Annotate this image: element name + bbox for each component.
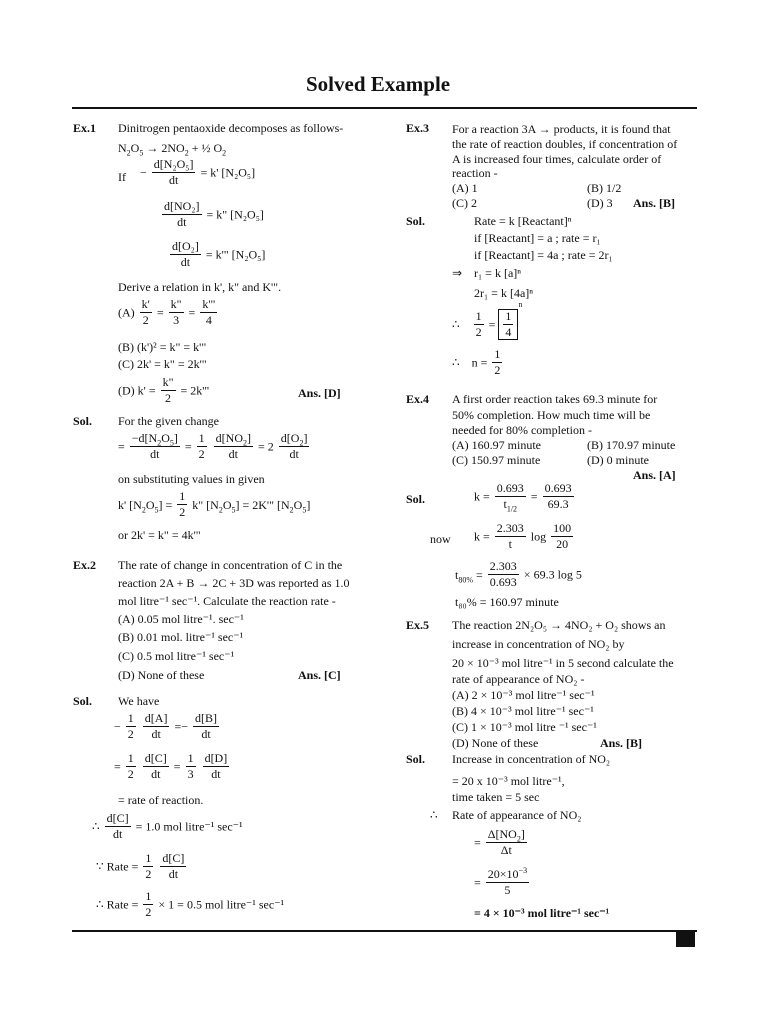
sol2-rate-eq1: − $\frac{1}{2}$ $\frac{d[A]}{dt}$ =− $\frac{d[B]}{dt}$	[114, 711, 217, 741]
ex1-rate1-rhs: = k' [N₂O₅]	[200, 165, 256, 180]
ex3-label: Ex.3	[406, 121, 430, 135]
sol5-final: = 4 × 10⁻³ mol litre⁻¹ sec⁻¹	[474, 906, 610, 920]
ex4-option-d: (D) 0 minute	[587, 453, 649, 467]
sol4-final: t₈₀% = 160.97 minute	[455, 595, 559, 609]
ex3-option-c: (C) 2	[452, 196, 477, 210]
ex1-rate1-den: dt	[168, 173, 179, 187]
ex2-option-d: (D) None of these	[118, 668, 205, 682]
ex5-option-d: (D) None of these	[452, 736, 539, 750]
ex1-rate3-num: d[O₂]	[172, 239, 199, 253]
sol2-rate-formula: ∵ Rate = $\frac{1}{2}$ $\frac{d[C]}{dt}$	[96, 851, 185, 881]
ex1-if: If	[118, 170, 126, 184]
ex3-option-a: (A) 1	[452, 181, 478, 195]
ex5-line4: rate of appearance of NO₂ -	[452, 672, 585, 686]
ex3-option-d: (D) 3	[587, 196, 613, 210]
ex1-rate3-den: dt	[180, 255, 191, 269]
ex4-line3: needed for 80% completion -	[452, 423, 592, 437]
sol2-final-value: × 1 = 0.5 mol litre⁻¹ sec⁻¹	[158, 897, 285, 912]
sol2-rate-word: Rate =	[106, 859, 139, 874]
ex5-answer: Ans. [B]	[600, 736, 643, 750]
sol3-line3: if [Reactant] = 4a ; rate = 2r₁	[474, 248, 613, 262]
ex1-rate2-num: d[NO₂]	[164, 199, 200, 213]
ex4-label: Ex.4	[406, 392, 430, 406]
ex3-option-b: (B) 1/2	[587, 181, 622, 195]
ex2-label: Ex.2	[73, 558, 97, 572]
ex1-option-d: (D) k' = $\frac{k"}{2}$ = 2k'"	[118, 375, 210, 405]
title-rule	[72, 107, 697, 109]
ex1-option-a: (A) $\frac{k'}{2}$ = $\frac{k"}{3}$ = $\frac{k'"}{4}$	[118, 297, 216, 327]
ex2-line2: reaction 2A + B → 2C + 3D was reported as 1.0	[118, 576, 350, 590]
ex5-option-c: (C) 1 × 10⁻³ mol litre ⁻¹ sec⁻¹	[452, 720, 597, 734]
ex1-intro: Dinitrogen pentaoxide decomposes as follows-	[118, 121, 344, 135]
ex4-option-c: (C) 150.97 minute	[452, 453, 541, 467]
ex5-label: Ex.5	[406, 618, 430, 632]
sol4-k-log: k = $\frac{2.303}{t}$ log $\frac{100}{20}$	[474, 521, 572, 551]
ex3-line2: the rate of reaction doubles, if concentration of	[452, 137, 678, 151]
sol5-line4: Rate of appearance of NO₂	[452, 808, 582, 822]
sol5-label: Sol.	[406, 752, 426, 766]
page-title: Solved Example	[306, 72, 451, 96]
ex1-rate2-den: dt	[177, 215, 187, 229]
ex2-option-b: (B) 0.01 mol. litre⁻¹ sec⁻¹	[118, 630, 244, 644]
sol1-final: or 2k' = k" = 4k'"	[118, 528, 201, 542]
ex2-answer: Ans. [C]	[298, 668, 341, 682]
sol1-rate-expression: = $\frac{-d[N_2O_5]}{dt}$ = $\frac{1}{2}$ $\frac{d[NO_2]}{dt}$ = 2 $\frac{d[O_2]}{dt}$	[118, 431, 308, 461]
ex4-line2: 50% completion. How much time will be	[452, 408, 651, 422]
sol5-delta: = $\frac{\Delta[NO_2]}{\Delta t}$	[474, 827, 525, 857]
sol4-t80: $t_{80\%}$ = $\frac{2.303}{0.693}$ × 69.3 log 5	[455, 559, 582, 589]
sol2-final: ∴ Rate = $\frac{1}{2}$ × 1 = 0.5 mol litre⁻¹ sec⁻¹	[96, 889, 285, 919]
sol3-line4: r₁ = k [a]ⁿ	[474, 266, 522, 280]
ex4-option-b: (B) 170.97 minute	[587, 438, 676, 452]
ex5-line1: The reaction 2N₂O₅ → 4NO₂ + O₂ shows an	[452, 618, 666, 632]
sol3-line5: 2r₁ = k [4a]ⁿ	[474, 286, 534, 300]
ex1-answer: Ans. [D]	[298, 386, 341, 400]
implies-icon: ⇒	[452, 266, 463, 280]
sol1-substituted: k' $[N_2O_5]$ = $\frac{1}{2}$ k" $[N_2O_5] = 2K'$" $[N_2O_5]$	[118, 489, 311, 519]
sol2-label: Sol.	[73, 694, 93, 708]
sol3-line2: if [Reactant] = a ; rate = r₁	[474, 231, 601, 245]
ex4-answer: Ans. [A]	[633, 468, 676, 482]
sol3-label: Sol.	[406, 214, 426, 228]
ex3-line4: reaction -	[452, 166, 498, 180]
sol2-rate-eq2: = $\frac{1}{2}$ $\frac{d[C]}{dt}$ = $\frac{1}{3}$ $\frac{d[D]}{dt}$	[114, 751, 228, 781]
ex2-option-a: (A) 0.05 mol litre⁻¹. sec⁻¹	[118, 612, 244, 626]
sol3-line1: Rate = k [Reactant]ⁿ	[474, 214, 572, 228]
sol2-we-have: We have	[118, 694, 160, 708]
sol1-substituting: on substituting values in given	[118, 472, 265, 486]
ex5-line3: 20 × 10⁻³ mol litre⁻¹ in 5 second calculate the	[452, 656, 674, 670]
sol3-n-value: ∴ n = $\frac{1}{2}$	[452, 347, 501, 377]
sol3-n-eq: n =	[471, 355, 488, 370]
ex1-rate2-rhs: = k" [N₂O₅]	[206, 207, 264, 222]
sol3-ratio: ∴ $\frac{1}{2}$ = $\frac{1}{4}$ $^n$	[452, 300, 523, 339]
footer-rule	[72, 930, 697, 932]
ex3-line1: For a reaction 3A → products, it is found that	[452, 122, 671, 136]
sol5-therefore: ∴	[430, 808, 438, 822]
ex1-derive: Derive a relation in k', k" and K'".	[118, 280, 282, 294]
ex5-option-b: (B) 4 × 10⁻³ mol litre⁻¹ sec⁻¹	[452, 704, 594, 718]
ex1-rate1: − $\frac{\text{d[N₂O₅]}}{dt}$ = k' [N₂O₅]	[140, 157, 256, 187]
ex1-rate1-num: d[N₂O₅]	[153, 157, 194, 171]
ex1-option-b: (B) (k')² = k" = k'"	[118, 340, 207, 354]
ex2-line1: The rate of change in concentration of C in the	[118, 558, 343, 572]
ex3-answer: Ans. [B]	[633, 196, 676, 210]
page-marker	[676, 932, 695, 947]
ex2-option-c: (C) 0.5 mol litre⁻¹ sec⁻¹	[118, 649, 235, 663]
sol5-line2: = 20 x 10⁻³ mol litre⁻¹,	[452, 774, 565, 788]
ex1-rate3-rhs: = k'" [N₂O₅]	[205, 247, 266, 262]
ex1-equation: $N_2O_5 \to 2NO_2$ + ½ $O_2$	[118, 141, 227, 158]
sol1-label: Sol.	[73, 414, 93, 428]
sol5-substitution: = $\frac{20\times 10^{-3}}{5}$	[474, 866, 528, 897]
sol4-label: Sol.	[406, 492, 426, 506]
sol5-line1: Increase in concentration of NO₂	[452, 752, 611, 766]
ex1-option-d-rhs: = 2k'"	[180, 383, 210, 398]
ex1-option-c: (C) 2k' = k" = 2k'"	[118, 357, 207, 371]
sol5-line3: time taken = 5 sec	[452, 790, 540, 804]
ex1-label: Ex.1	[73, 121, 97, 135]
ex4-option-a: (A) 160.97 minute	[452, 438, 541, 452]
ex1-rate3	[168, 240, 265, 269]
sol4-k-eq: k = $\frac{0.693}{t_{1/2}}$ = $\frac{0.693}{69.3}$	[474, 481, 572, 514]
sol2-given: ∴ $\frac{d[C]}{dt}$ = 1.0 mol litre⁻¹ sec⁻¹	[92, 811, 243, 841]
sol4-t80-tail: × 69.3 log 5	[523, 567, 582, 582]
ex1-rate2	[160, 200, 264, 229]
ex2-line3: mol litre⁻¹ sec⁻¹. Calculate the reaction rate -	[118, 594, 336, 608]
sol1-line1: For the given change	[118, 414, 219, 428]
sol4-now: now	[430, 532, 451, 546]
sol2-final-rate-word: Rate =	[106, 897, 139, 912]
ex4-line1: A first order reaction takes 69.3 minute for	[452, 392, 658, 406]
ex3-line3: A is increased four times, calculate order of	[452, 152, 662, 166]
sol2-rate-of-reaction: = rate of reaction.	[118, 793, 204, 807]
sol2-given-rhs: = 1.0 mol litre⁻¹ sec⁻¹	[135, 819, 243, 834]
ex5-option-a: (A) 2 × 10⁻³ mol litre⁻¹ sec⁻¹	[452, 688, 595, 702]
ex5-line2: increase in concentration of NO₂ by	[452, 637, 625, 651]
